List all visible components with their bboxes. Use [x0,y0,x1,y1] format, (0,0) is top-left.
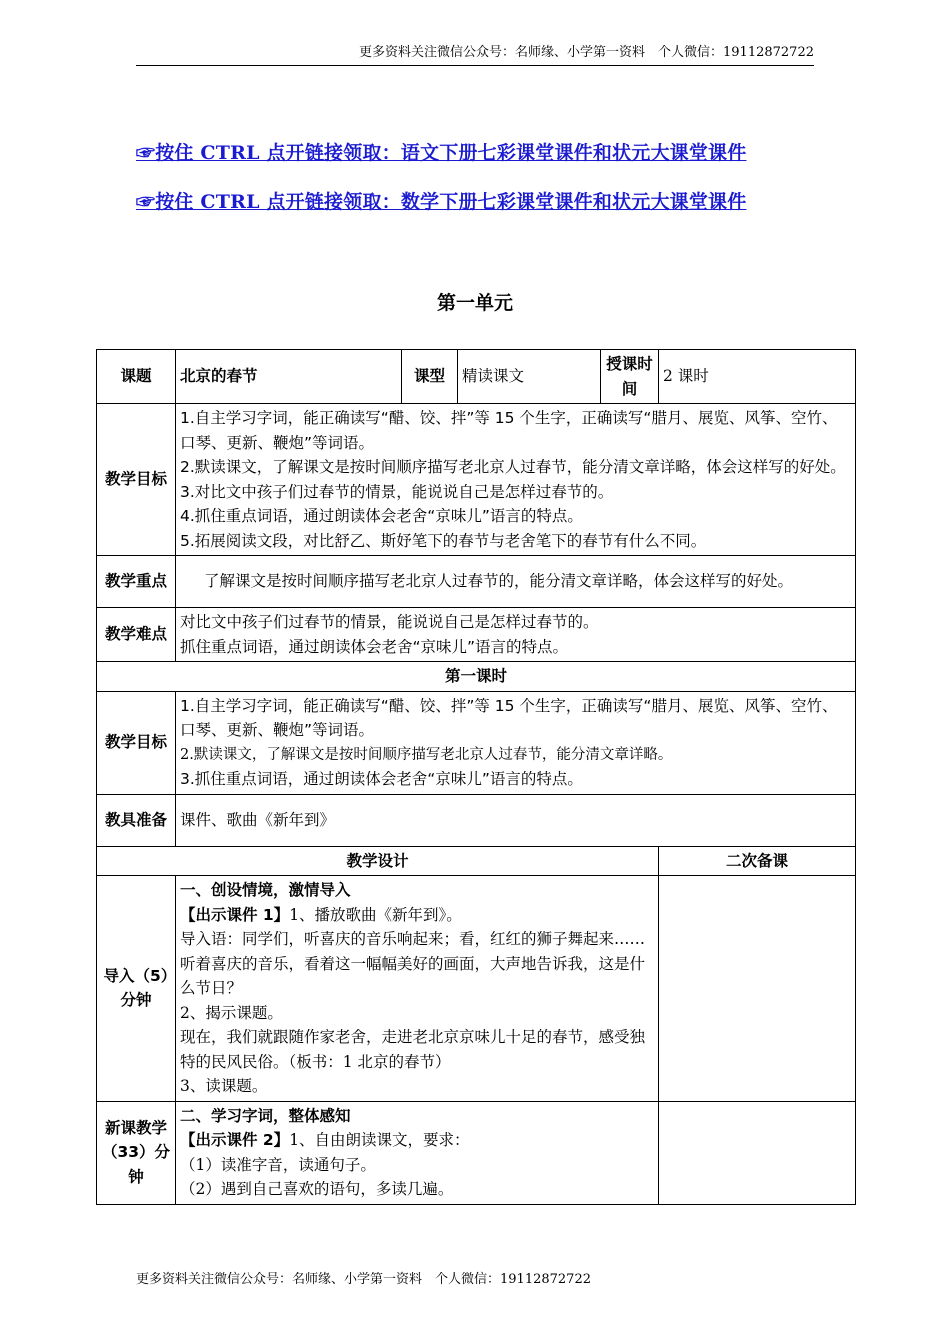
first-lesson-title-row [97,662,856,692]
time-label: 授课时间 [601,350,659,404]
chinese-courseware-link[interactable]: ☞按住 CTRL 点开链接领取：语文下册七彩课堂课件和状元大课堂课件 [136,142,747,164]
difficulty-item: 对比文中孩子们过春节的情景，能说说自己是怎样过春节的。 [180,613,599,631]
first-lesson-title: 第一课时 [97,662,856,692]
intro-heading: 一、创设情境，激情导入 [180,881,351,899]
new-lesson-line-3: （2）遇到自己喜欢的语句，多读几遍。 [180,1180,454,1198]
difficulties-content [176,608,856,662]
goal-item: 2.默读课文，了解课文是按时间顺序描写老北京人过春节，能分清文章详略，体会这样写的好处。 [180,458,846,476]
goal-item: 5.拓展阅读文段，对比舒乙、斯妤笔下的春节与老舍笔下的春节有什么不同。 [180,531,707,550]
difficulties-row [97,608,856,662]
intro-line-2: 2、揭示课题。 [180,1003,283,1022]
intro-row [97,876,856,1102]
first-lesson-goals-content [176,691,856,794]
goal-item: 3.对比文中孩子们过春节的情景，能说说自己是怎样过春节的。 [180,482,614,501]
first-lesson-goal: 2.默读课文，了解课文是按时间顺序描写老北京人过春节，能分清文章详略。 [180,746,673,763]
design-header-row [97,846,856,876]
first-lesson-goal: 1.自主学习字词，能正确读写“醋、饺、拌”等 15 个生字，正确读写“腊月、展览、风筝、空竹、口琴、更新、鞭炮”等词语。 [180,696,838,739]
new-lesson-heading: 二、学习字词，整体感知 [180,1106,351,1125]
time-value: 2 课时 [659,350,856,404]
second-prep-header: 二次备课 [659,846,856,876]
difficulty-item: 抓住重点词语，通过朗读体会老舍“京味儿”语言的特点。 [180,637,569,656]
first-lesson-goals-row [97,691,856,794]
intro-paragraph: 导入语：同学们，听喜庆的音乐响起来；看，红红的狮子舞起来……听着喜庆的音乐，看着这一幅幅美好的画面，大声地告诉我，这是什么节日？ [180,930,646,997]
goals-content [176,404,856,556]
key-points-text: 了解课文是按时间顺序描写老北京人过春节的，能分清文章详略，体会这样写的好处。 [176,556,856,608]
goal-item: 4.抓住重点词语，通过朗读体会老舍“京味儿”语言的特点。 [180,507,583,525]
key-points-row [97,556,856,608]
topic-value: 北京的春节 [176,350,402,404]
prep-label: 教具准备 [97,794,176,846]
prep-text: 课件、歌曲《新年到》 [176,794,856,846]
page-footer: 更多资料关注微信公众号：名师缘、小学第一资料 个人微信：19112872722 [136,1272,591,1287]
unit-title: 第一单元 [436,292,513,314]
goals-row [97,404,856,556]
intro-courseware-tag: 【出示课件 1】 [180,905,290,924]
goal-item: 1.自主学习字词，能正确读写“醋、饺、拌”等 15 个生字，正确读写“腊月、展览、风筝、空竹、口琴、更新、鞭炮”等词语。 [180,409,838,452]
intro-second-prep [659,876,856,1102]
first-lesson-goals-label: 教学目标 [97,691,176,794]
intro-line-1: 1、播放歌曲《新年到》。 [289,905,462,924]
key-points-label: 教学重点 [97,556,176,608]
lesson-plan-table [96,349,856,1205]
new-lesson-line-1: 1、自由朗读课文，要求： [289,1131,470,1149]
new-lesson-second-prep [659,1101,856,1204]
prep-row [97,794,856,846]
lesson-info-row [97,350,856,404]
math-courseware-link[interactable]: ☞按住 CTRL 点开链接领取：数学下册七彩课堂课件和状元大课堂课件 [136,191,747,213]
topic-label: 课题 [97,350,176,404]
new-lesson-content [176,1101,659,1204]
type-label: 课型 [402,350,458,404]
intro-content [176,876,659,1102]
new-lesson-row [97,1101,856,1204]
intro-paragraph-2: 现在，我们就跟随作家老舍，走进老北京京味儿十足的春节，感受独特的民风民俗。（板书：1 北京的春节） [180,1028,646,1071]
new-lesson-courseware-tag: 【出示课件 2】 [180,1131,290,1149]
type-value: 精读课文 [458,350,601,404]
new-lesson-line-2: （1）读准字音，读通句子。 [180,1155,376,1174]
design-header: 教学设计 [97,846,659,876]
intro-label: 导入（5）分钟 [97,876,176,1102]
page-header: 更多资料关注微信公众号：名师缘、小学第一资料 个人微信：19112872722 [136,44,814,66]
difficulties-label: 教学难点 [97,608,176,662]
first-lesson-goal: 3.抓住重点词语，通过朗读体会老舍“京味儿”语言的特点。 [180,770,583,788]
intro-line-3: 3、读课题。 [180,1077,268,1095]
new-lesson-label: 新课教学（33）分钟 [97,1101,176,1204]
goals-label: 教学目标 [97,404,176,556]
